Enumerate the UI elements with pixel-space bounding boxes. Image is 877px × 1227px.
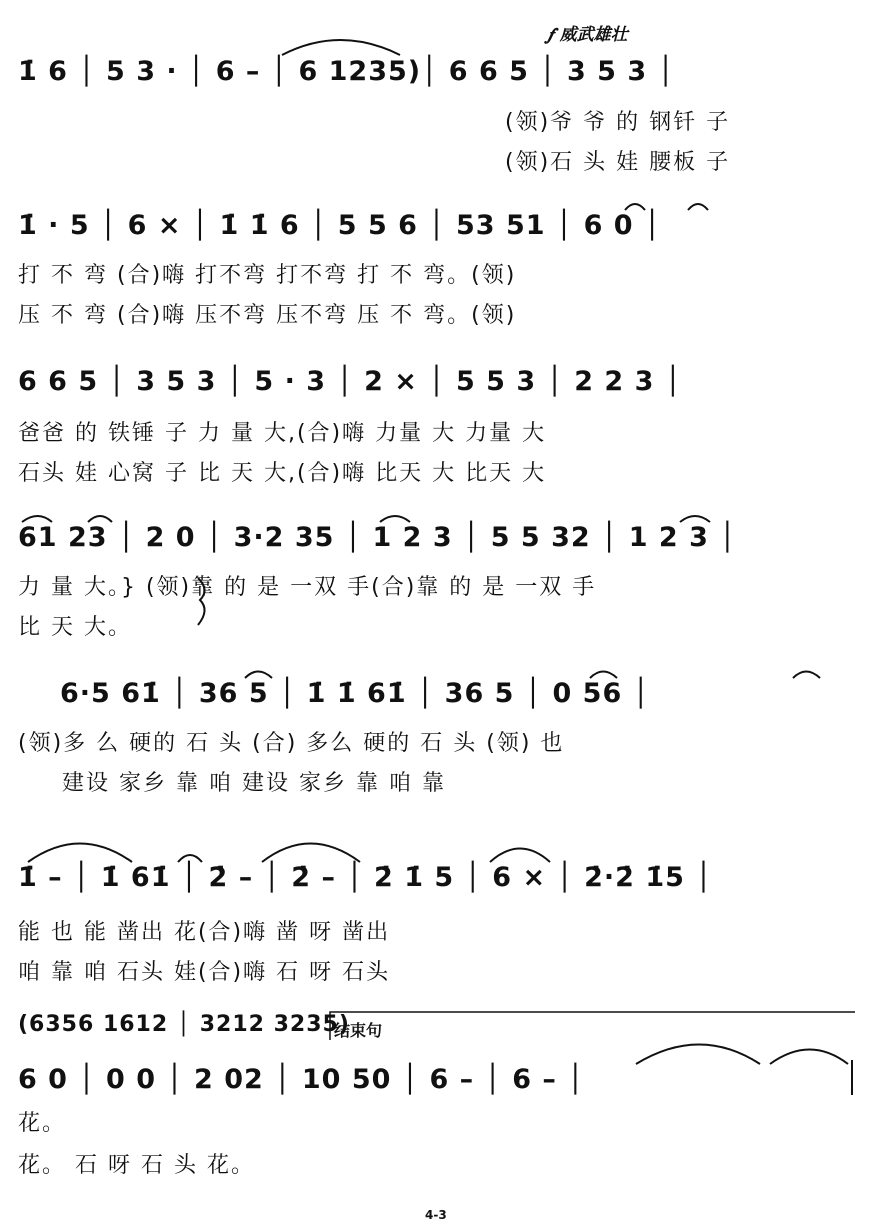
tie-arc [770,1050,848,1065]
page-number: 4-3 [425,1208,447,1222]
tie-arc [28,844,132,863]
system-5-lyric-2: 建设 家乡 靠 咱 建设 家乡 靠 咱 靠 [62,771,446,796]
tie-arc [793,672,820,679]
system-5-lyric-1: (领)多 么 硬的 石 头 (合) 多么 硬的 石 头 (领) 也 [18,731,565,756]
system-6-notes: 1̇ – │ 1̇ 61̇ │ 2̇ – │ 2̇ – │ 2̇ 1̇ 5 │ 6 × │ 2̇·2̇ 1̇5 │ [18,862,713,893]
system-7-notes: 6 0 │ 0 0 │ 2 02 │ 10 50 │ 6 – │ 6 – │ [18,1064,585,1095]
tie-arc [688,204,708,210]
tie-arc [178,855,202,862]
system-1-lyric-1: (领)爷 爷 的 钢钎 子 [505,110,731,135]
system-7-intro: (6356 1612 │ 3212 3235) [18,1012,350,1037]
ending-bracket [330,1012,855,1040]
ending-label: 结束句 [334,1021,383,1040]
system-1-notes: 1̇ 6 │ 5 3 · │ 6 – │ 6 1235)│ 6 6 5 │ 3 5 3 │ [18,56,675,87]
system-7-lyric-2: 花。 石 呀 石 头 花。 [18,1153,255,1178]
system-7-lyric-1: 花。 [18,1111,67,1136]
system-2-lyric-2: 压 不 弯 (合)嗨 压不弯 压不弯 压 不 弯。(领) [18,303,517,328]
system-2-lyric-1: 打 不 弯 (合)嗨 打不弯 打不弯 打 不 弯。(领) [18,263,517,288]
system-4-lyric-1: 力 量 大。} (领)靠 的 是 一双 手(合)靠 的 是 一双 手 [18,575,597,600]
tie-arc [262,844,360,863]
system-4-notes: 61 23 │ 2 0 │ 3·2 35 │ 1 2 3 │ 5 5 32 │ 1 2 3 │ [18,522,737,553]
tie-arc [636,1045,760,1065]
tempo-marking: 𝆑 威武雄壮 [548,25,628,45]
system-5-notes: 6·5 61̇ │ 36 5 │ 1̇ 1̇ 61̇ │ 36 5 │ 0 56 │ [60,678,650,709]
system-4-lyric-2: 比 天 大。 [18,615,132,640]
system-2-notes: 1̇ · 5 │ 6 × │ 1̇ 1̇ 6 │ 5 5 6 │ 53 51 │ 6 0 │ [18,210,662,241]
tie-arc [282,40,400,55]
system-1-lyric-2: (领)石 头 娃 腰板 子 [505,150,731,175]
system-3-notes: 6 6 5 │ 3 5 3 │ 5 · 3 │ 2 × │ 5 5 3 │ 2 2 3 │ [18,366,683,397]
system-3-lyric-2: 石头 娃 心窝 子 比 天 大,(合)嗨 比天 大 比天 大 [18,461,547,486]
system-3-lyric-1: 爸爸 的 铁锤 子 力 量 大,(合)嗨 力量 大 力量 大 [18,421,547,446]
tie-arc [490,849,550,863]
system-6-lyric-1: 能 也 能 凿出 花(合)嗨 凿 呀 凿出 [18,920,391,945]
system-6-lyric-2: 咱 靠 咱 石头 娃(合)嗨 石 呀 石头 [18,960,391,985]
